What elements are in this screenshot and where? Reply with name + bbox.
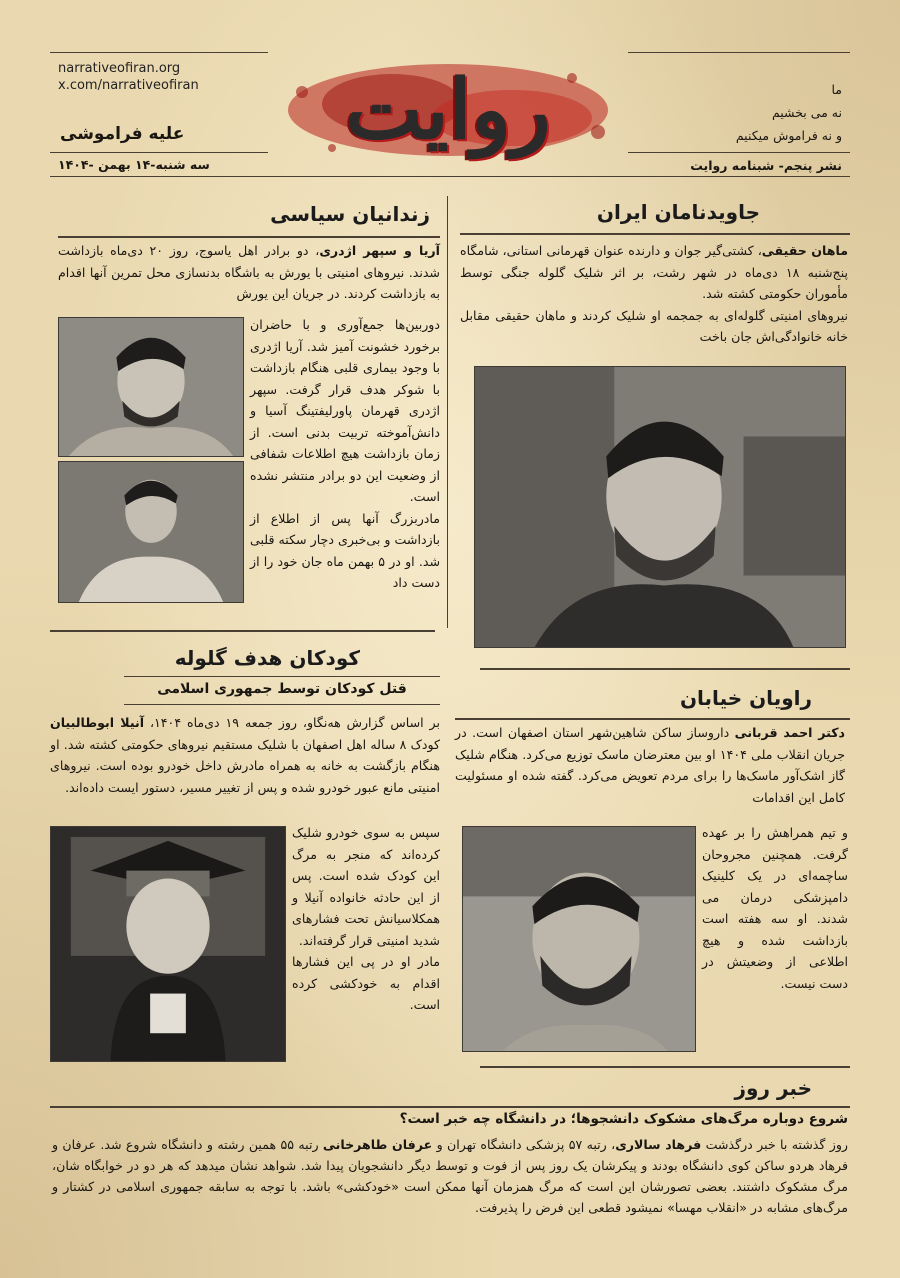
date-rule <box>50 152 268 153</box>
narrators-top-rule <box>480 668 850 670</box>
logo-text: روایت <box>345 62 551 158</box>
edition-label: نشر پنجم- شبنامه روایت <box>690 158 842 173</box>
logo <box>272 52 624 168</box>
news-text-a: روز گذشته با خبر درگذشت <box>701 1137 848 1152</box>
prisoner-photo-1 <box>58 317 244 457</box>
top-rule-right <box>628 52 850 53</box>
news-headline: شروع دوباره مرگ‌های مشکوک دانشجوها؛ در دانشگاه چه خبر است؟ <box>399 1111 848 1127</box>
narrators-intro <box>455 722 845 808</box>
portrait-icon <box>463 827 695 1051</box>
masthead-bottom-rule <box>50 176 850 177</box>
children-intro-a: بر اساس گزارش هه‌نگاو، روز جمعه ۱۹ دی‌ماه ۱۴۰۴، <box>149 715 441 730</box>
narrator-photo <box>462 826 696 1052</box>
prisoners-bottom-rule <box>50 630 435 632</box>
children-intro-b: کودک ۸ ساله اهل اصفهان با شلیک مستقیم نیروهای حکومتی کشته شد. او هنگام بازگشت به خانه به همراه مادرش داخل خودرو بوده است. نیروهای امنیتی مانع عبور خودرو شده و پس از تغییر مسیر، دستور ایست داده‌اند. <box>50 736 441 795</box>
motto-line-3: و نه فراموش میکنیم <box>735 128 842 143</box>
top-rule-left <box>50 52 268 53</box>
prisoners-rule <box>58 236 440 238</box>
issue-date: سه شنبه-۱۴ بهمن -۱۴۰۴ <box>58 157 210 172</box>
site-links <box>58 60 199 94</box>
martyrs-rule <box>460 233 850 235</box>
prisoners-names: آریا و سپهر اژدری <box>319 243 440 258</box>
news-top-rule <box>480 1066 850 1068</box>
prisoners-intro <box>58 240 440 305</box>
martyrs-text <box>460 240 848 348</box>
martyrs-heading: جاویدنامان ایران <box>596 200 760 224</box>
children-intro <box>50 712 440 798</box>
portrait-icon <box>475 367 845 647</box>
prisoners-heading: زندانیان سیاسی <box>270 202 430 226</box>
news-text-c: رتبه ۵۵ همین رشته و دانشگاه شروع شد. عرفان و فرهاد هردو ساکن کوی دانشگاه بودند و پیکرشان یک روز پس از فوت و توسط دیگر دانشجویان پیدا شد. شواهد نشان میدهد که هر دو در خوابگاه شان، مرگ مشکوک داشتند. بعضی تصورشان این است که مرگ همزمان آنها ممکن است «خودکشی» باشد. با توجه به سابقه جمهوری اسلامی در کشتار و مرگ‌های مشابه در «انقلاب مهسا» نمیشود قطعی این فرض را پذیرفت. <box>52 1137 848 1215</box>
narrators-body-text: و تیم همراهش را بر عهده گرفت. همچنین مجروحان ساچمه‌ای در یک کلینیک دامپزشکی درمان می شدند. او سه هفته است بازداشت شده و هیچ اطلاعی از وضعیتش در دست نیست. <box>702 825 848 991</box>
children-body-text-2: مادر او در پی این فشارها اقدام به خودکشی کرده است. <box>292 954 440 1012</box>
social-url[interactable]: x.com/narrativeofiran <box>58 78 199 93</box>
prisoners-body-text: دوربین‌ها جمع‌آوری و با حاضران برخورد خشونت آمیز شد. آریا اژدری با وجود بیماری قلبی هنگام بازداشت با شوکر هدف قرار گرفت. سپهر اژدری قهرمان پاورلیفتینگ آسیا و دانش‌آموخته تربیت بدنی است. از زمان بازداشت هیچ اطلاعات شفافی از وضعیت این دو برادر منتشر نشده است. <box>250 317 440 504</box>
narrators-heading: راویان خیابان <box>679 686 812 710</box>
narrators-rule <box>455 718 850 720</box>
martyr-photo <box>474 366 846 648</box>
children-body-text: سپس به سوی خودرو شلیک کرده‌اند که منجر به مرگ این کودک شده است. پس از این حادثه خانواده آنیلا و همکلاسیانش تحت فشارهای شدید امنیتی قرار گرفته‌اند. <box>292 825 440 948</box>
children-body <box>292 822 440 1016</box>
portrait-icon <box>59 462 243 602</box>
portrait-icon <box>59 318 243 456</box>
martyr-name: ماهان حقیقی <box>761 243 848 258</box>
children-subtitle: قتل کودکان توسط جمهوری اسلامی <box>157 681 407 697</box>
children-subtitle-rule-bottom <box>124 704 440 705</box>
narrators-intro-text: داروساز ساکن شاهین‌شهر استان اصفهان است. در جریان انقلاب ملی ۱۴۰۴ او بین معترضان ماسک توزیع می‌کرد. هنگام شلیک گاز اشک‌آور ماسک‌ها را برای مردم تعویض می‌کرد. گفته شده او مسئولیت کامل این اقدامات <box>455 725 845 805</box>
motto <box>736 78 842 147</box>
news-name-2: عرفان طاهرخانی <box>322 1137 433 1152</box>
news-name-1: فرهاد سالاری <box>615 1137 702 1152</box>
children-heading: کودکان هدف گلوله <box>174 646 360 670</box>
prisoners-body <box>250 314 440 594</box>
martyrs-text-2: نیروهای امنیتی گلوله‌ای به جمجمه او شلیک کردند و ماهان حقیقی مقابل خانه خانوادگی‌اش جان باخت <box>460 307 848 344</box>
edition-rule <box>628 152 850 153</box>
news-rule <box>50 1106 850 1108</box>
motto-line-2: نه می بخشیم <box>771 105 842 120</box>
portrait-icon <box>51 827 285 1061</box>
children-subtitle-rule-top <box>124 676 440 677</box>
site-url[interactable]: narrativeofiran.org <box>58 61 181 76</box>
news-body <box>52 1134 848 1218</box>
narrators-body <box>702 822 848 994</box>
prisoners-intro-text: ، دو برادر اهل یاسوج، روز ۲۰ دی‌ماه بازداشت شدند. نیروهای امنیتی با یورش به باشگاه بدنسازی محل تمرین آنها اقدام به بازداشت کردند. در جریان این یورش <box>58 243 440 301</box>
child-name: آنیلا ابوطالبیان <box>50 715 145 730</box>
prisoners-body-text-2: مادربزرگ آنها پس از اطلاع از بازداشت و بی‌خبری دچار سکته قلبی شد. او در ۵ بهمن ماه جان خود را از دست داد <box>250 510 440 590</box>
martyrs-text-1: ، کشتی‌گیر جوان و دارنده عنوان قهرمانی استانی، شامگاه پنج‌شنبه ۱۸ دی‌ماه در شهر رشت، بر اثر شلیک گلوله جنگی توسط مأموران حکومتی کشته شد. <box>460 243 848 301</box>
news-heading: خبر روز <box>734 1076 812 1100</box>
prisoner-photo-2 <box>58 461 244 603</box>
narrator-name: دکتر احمد قربانی <box>734 725 845 740</box>
news-text-b: ، رتبه ۵۷ پزشکی دانشگاه تهران و <box>432 1137 616 1152</box>
child-photo <box>50 826 286 1062</box>
campaign-title: علیه فراموشی <box>60 124 185 144</box>
motto-line-1: ما <box>831 82 842 97</box>
column-divider-top <box>447 196 448 628</box>
